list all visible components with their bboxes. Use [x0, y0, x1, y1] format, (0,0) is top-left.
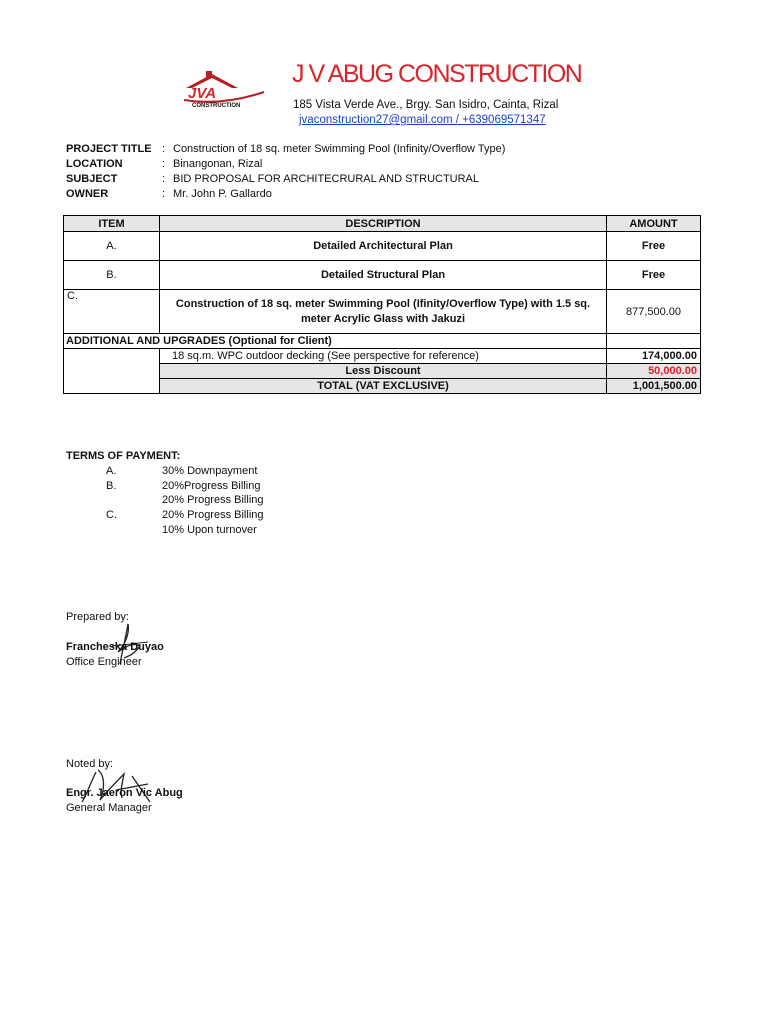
bid-table [63, 215, 701, 394]
owner-label: OWNER [66, 188, 109, 200]
term-text: 30% Downpayment [162, 465, 258, 477]
term-text: 10% Upon turnover [162, 524, 257, 536]
company-name: J V ABUG CONSTRUCTION [292, 60, 582, 88]
item-cell: B. [64, 261, 160, 290]
item-header: ITEM [64, 216, 160, 232]
project-title-label: PROJECT TITLE [66, 143, 152, 155]
total-amount: 1,001,500.00 [607, 379, 701, 394]
description-header: DESCRIPTION [160, 216, 607, 232]
company-logo [182, 70, 266, 110]
description-cell: Construction of 18 sq. meter Swimming Pool (Ifinity/Overflow Type) with 1.5 sq. meter Acrylic Glass with Jakuzi [160, 290, 607, 334]
discount-row [64, 364, 701, 379]
table-header-row [64, 216, 701, 232]
prepared-by-label: Prepared by: [66, 611, 129, 623]
company-address: 185 Vista Verde Ave., Brgy. San Isidro, Cainta, Rizal [293, 99, 559, 111]
discount-amount: 50,000.00 [607, 364, 701, 379]
item-cell: C. [64, 290, 160, 334]
svg-text:JVA: JVA [188, 85, 217, 102]
location-row [66, 158, 262, 170]
table-row [64, 261, 701, 290]
term-letter: B. [106, 480, 117, 492]
empty-cell [607, 334, 701, 349]
amount-cell: Free [607, 261, 701, 290]
separator: : [162, 173, 166, 185]
separator: : [162, 188, 166, 200]
term-letter: C. [106, 509, 117, 521]
discount-label: Less Discount [160, 364, 607, 379]
empty-cell [64, 349, 160, 394]
signature-scribble-icon [76, 766, 156, 806]
additional-description: 18 sq.m. WPC outdoor decking (See perspective for reference) [160, 349, 607, 364]
location-label: LOCATION [66, 158, 123, 170]
amount-header: AMOUNT [607, 216, 701, 232]
prepared-by-name: Francheska Duyao [66, 641, 164, 653]
subject-value: BID PROPOSAL FOR ARCHITECRURAL AND STRUCTURAL [173, 173, 480, 185]
total-label: TOTAL (VAT EXCLUSIVE) [160, 379, 607, 394]
additional-row [64, 349, 701, 364]
terms-title: TERMS OF PAYMENT: [66, 450, 181, 462]
company-contact-link[interactable]: jvaconstruction27@gmail.com / +639069571347 [299, 114, 546, 126]
term-text: 20%Progress Billing [162, 480, 261, 492]
owner-row [66, 188, 272, 200]
description-cell: Detailed Structural Plan [160, 261, 607, 290]
additional-label: ADDITIONAL AND UPGRADES (Optional for Client) [64, 334, 607, 349]
additional-header-row [64, 334, 701, 349]
total-row [64, 379, 701, 394]
description-cell: Detailed Architectural Plan [160, 232, 607, 261]
table-row [64, 290, 701, 334]
noted-by-label: Noted by: [66, 758, 114, 770]
owner-value: Mr. John P. Gallardo [173, 188, 272, 200]
project-title-value: Construction of 18 sq. meter Swimming Pool (Infinity/Overflow Type) [173, 143, 506, 155]
location-value: Binangonan, Rizal [173, 158, 263, 170]
amount-cell: Free [607, 232, 701, 261]
term-text: 20% Progress Billing [162, 494, 264, 506]
term-text: 20% Progress Billing [162, 509, 264, 521]
separator: : [162, 143, 166, 155]
prepared-by-position: Office Engineer [66, 656, 142, 668]
separator: : [162, 158, 166, 170]
term-letter: A. [106, 465, 117, 477]
noted-by-position: General Manager [66, 802, 152, 814]
subject-row [66, 173, 479, 185]
item-cell: A. [64, 232, 160, 261]
project-title-row [66, 143, 505, 155]
svg-text:CONSTRUCTION: CONSTRUCTION [192, 103, 241, 109]
subject-label: SUBJECT [66, 173, 118, 185]
table-row [64, 232, 701, 261]
additional-amount: 174,000.00 [607, 349, 701, 364]
noted-by-name: Engr. Jaeron Vic Abug [66, 787, 183, 799]
amount-cell: 877,500.00 [607, 290, 701, 334]
